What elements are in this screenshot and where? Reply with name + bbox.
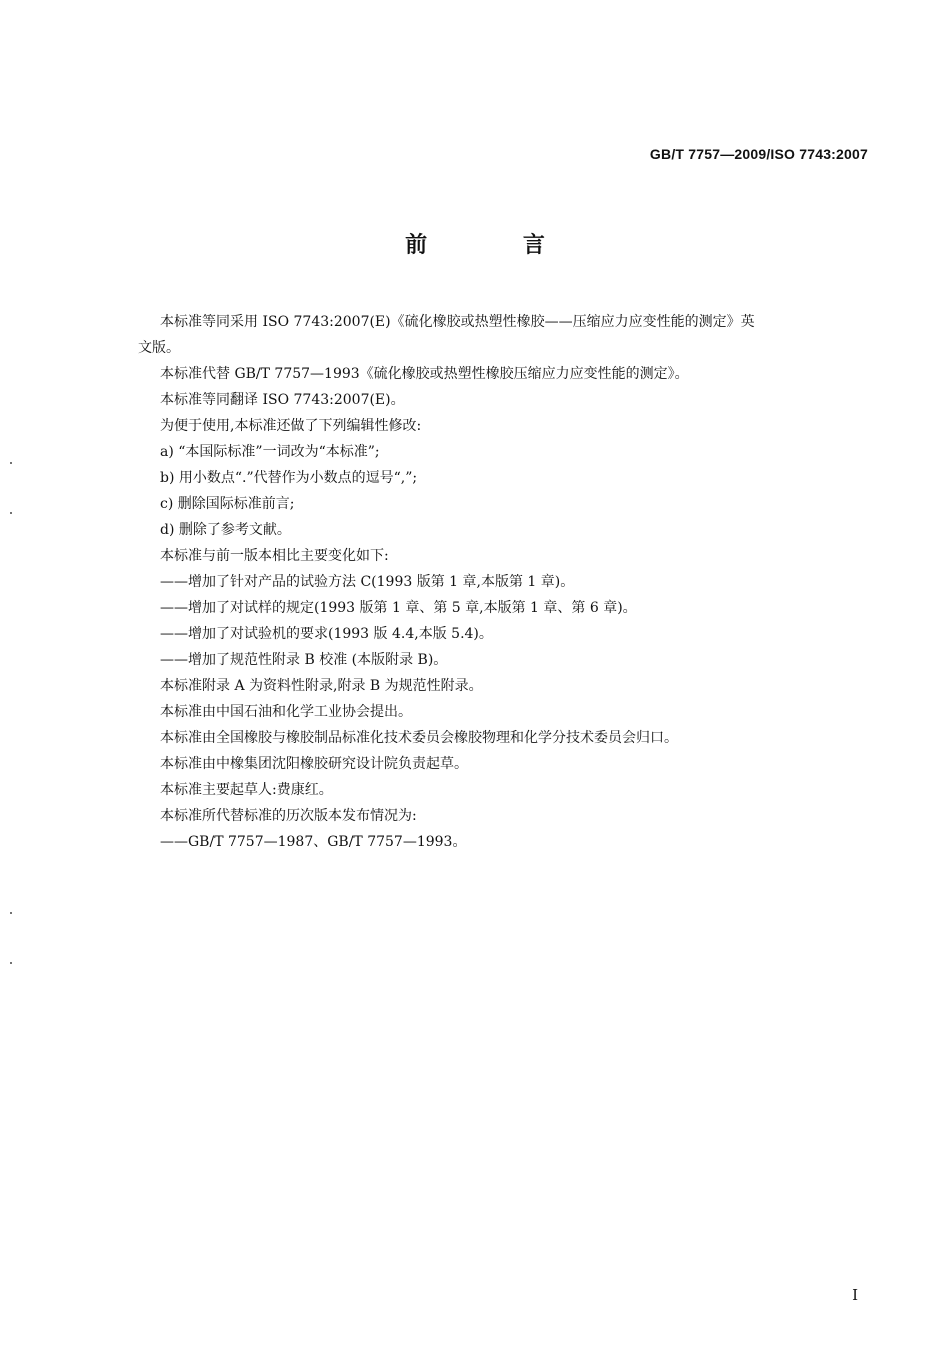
scan-speck (10, 962, 12, 964)
page-title: 前 言 (405, 232, 589, 258)
paragraph-changes-intro: 本标准与前一版本相比主要变化如下: (160, 548, 389, 564)
paragraph-drafted-by: 本标准由中橡集团沈阳橡胶研究设计院负责起草。 (160, 756, 468, 772)
paragraph-main-drafter: 本标准主要起草人:费康红。 (160, 782, 333, 798)
change-item-2: ——增加了对试样的规定(1993 版第 1 章、第 5 章,本版第 1 章、第 6 章)。 (160, 600, 637, 616)
change-item-4: ——增加了规范性附录 B 校准 (本版附录 B)。 (160, 652, 448, 668)
paragraph-history-intro: 本标准所代替标准的历次版本发布情况为: (160, 808, 417, 824)
list-item-b: b) 用小数点“.”代替作为小数点的逗号“,”; (160, 470, 418, 486)
paragraph-editorial-intro: 为便于使用,本标准还做了下列编辑性修改: (160, 418, 422, 434)
list-item-c: c) 删除国际标准前言; (160, 496, 295, 512)
page-number: I (852, 1286, 858, 1304)
scan-speck (10, 912, 12, 914)
paragraph-adoption-continued: 文版。 (138, 340, 180, 356)
paragraph-replaces: 本标准代替 GB/T 7757—1993《硫化橡胶或热塑性橡胶压缩应力应变性能的测定》。 (160, 366, 689, 382)
foreword-body (138, 309, 870, 855)
paragraph-proposed-by: 本标准由中国石油和化学工业协会提出。 (160, 704, 412, 720)
list-item-d: d) 删除了参考文献。 (160, 522, 291, 538)
paragraph-translation: 本标准等同翻译 ISO 7743:2007(E)。 (160, 392, 405, 408)
list-item-a: a) “本国际标准”一词改为“本标准”; (160, 444, 380, 460)
history-item: ——GB/T 7757—1987、GB/T 7757—1993。 (160, 834, 467, 850)
change-item-1: ——增加了针对产品的试验方法 C(1993 版第 1 章,本版第 1 章)。 (160, 574, 575, 590)
paragraph-annexes: 本标准附录 A 为资料性附录,附录 B 为规范性附录。 (160, 678, 483, 694)
scan-speck (10, 462, 12, 464)
paragraph-adoption: 本标准等同采用 ISO 7743:2007(E)《硫化橡胶或热塑性橡胶——压缩应力应变性能的测定》英 (160, 314, 755, 330)
standard-number-header: GB/T 7757—2009/ISO 7743:2007 (649, 146, 868, 162)
scan-speck (10, 512, 12, 514)
paragraph-centralized-by: 本标准由全国橡胶与橡胶制品标准化技术委员会橡胶物理和化学分技术委员会归口。 (160, 730, 678, 746)
change-item-3: ——增加了对试验机的要求(1993 版 4.4,本版 5.4)。 (160, 626, 493, 642)
